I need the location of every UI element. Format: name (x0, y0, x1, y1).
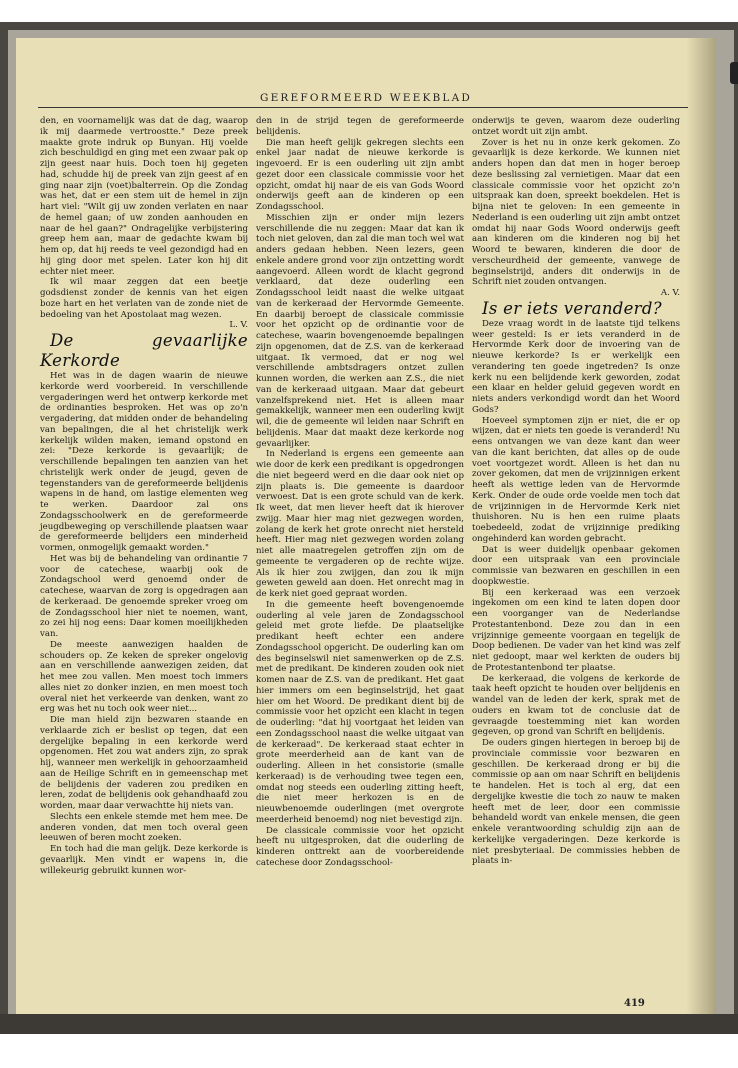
paragraph: De meeste aanwezigen haalden de schouders op. Ze keken de spreker ongelovig aan en verschillende aanwezigen zeiden, dat het mee zou vallen. Men moest toch immers alles niet zo donker inzien, en men moest toch overal niet het verkeerde van denken, want zo erg was het nu toch ook weer niet... (40, 639, 248, 715)
paragraph: Misschien zijn er onder mijn lezers verschillende die nu zeggen: Maar dat kan ik toch niet geloven, dan zal die man toch wel wat anders gedaan hebben. Neen lezers, geen enkele andere grond voor zijn ontzetting wordt aangevoerd. Alleen wordt de klacht gegrond verklaard, dat deze ouderling een Zondagsschool leidt naast die welke uitgaat van de kerkeraad der Hervormde Gemeente. En daarbij beroept de classicale commissie voor het opzicht op de ordinantie voor de catechese, waarin bovengenoemde bepalingen zijn opgenomen, dat de Z.S. van de kerkeraad uitgaat. Ik vermoed, dat er nog wel verschillende ambtsdragers ontzet zullen kunnen worden, die werken aan Z.S., die niet van de kerkeraad uitgaan. Maar dat gebeurt vanzelfsprekend niet. Het is alleen maar gemakkelijk, wanneer men een ouderling kwijt wil, die de gemeente wil leiden naar Schrift en belijdenis. Maar dat maakt deze kerkorde nog gevaarlijker. (256, 212, 464, 449)
article-heading: Is er iets veranderd? (482, 298, 662, 318)
column-1 (40, 116, 248, 876)
paragraph: Dat is weer duidelijk openbaar gekomen door een uitspraak van een provinciale commissie van bezwaren en geschillen in een doopkwestie. (472, 544, 680, 587)
paragraph: Slechts een enkele stemde met hem mee. De anderen vonden, dat men toch overal geen leeuwen of beren mocht zoeken. (40, 811, 248, 844)
article-heading: De gevaarlijke Kerkorde (40, 331, 248, 370)
paragraph: onderwijs te geven, waarom deze ouderling ontzet wordt uit zijn ambt. (472, 116, 680, 137)
paragraph: De ouders gingen hiertegen in beroep bij de provinciale commissie voor bezwaren en geschillen. De kerkeraad drong er bij die commissie op aan om naar Schrift en belijdenis te handelen. Het is toch al erg, dat een dergelijke kwestie die toch zo nauw te maken heeft met de leer, door een commissie behandeld wordt van enkele mensen, die geen enkele verantwoording schuldig zijn aan de kerkelijke vergaderingen. Deze kerkorde is niet presbyteriaal. De commissies hebben de plaats in- (472, 738, 680, 867)
paragraph: De kerkeraad, die volgens de kerkorde de taak heeft opzicht te houden over belijdenis en wandel van de leden der kerk, sprak met de ouders en kwam tot de conclusie dat de gevraagde toestemming niet kan worden gegeven, op grond van Schrift en belijdenis. (472, 673, 680, 738)
paragraph: den, en voornamelijk was dat de dag, waarop ik mij daarmede vertroostte." Deze preek maakte grote indruk op Bunyan. Hij voelde zich beschuldigd en ging met een zwaar pak op zijn geest naar huis. Doch toen hij gegeten had, schudde hij de preek van zijn geest af en ging naar zijn (voet)balterrein. Op die Zondag was het, dat er een stem uit de hemel in zijn hart viel: "Wilt gij uw zonden verlaten en naar de hemel gaan; of uw zonden aanhouden en naar de hel gaan?" Ondragelijke verbijstering greep hem aan, maar de gedachte kwam bij hem op, dat hij reeds te veel gezondigd had en hij ging door met spelen. Later kon hij dit echter niet meer. (40, 116, 248, 277)
paragraph: Zover is het nu in onze kerk gekomen. Zo gevaarlijk is deze kerkorde. We kunnen niet anders hopen dan dat men in hoger beroep deze beslissing zal vernietigen. Maar dat een classicale commissie voor het opzicht zo'n uitspraak kan doen, spreekt boekdelen. Het is bijna niet te geloven: In een gemeente in Nederland is een ouderling uit zijn ambt ontzet omdat hij naar Gods Woord onderwijs geeft aan kinderen om die kinderen nog bij het Woord te bewaren, kinderen die door de verscheurdheid der gemeente, vanwege de beginselstrijd, anders dit onderwijs in de Schrift niet zouden ontvangen. A. V. (472, 137, 680, 298)
column-3 (472, 116, 680, 867)
paragraph: den in de strijd tegen de gereformeerde belijdenis. (256, 116, 464, 137)
running-head: GEREFORMEERD WEEKBLAD (259, 92, 473, 104)
paragraph: Deze vraag wordt in de laatste tijd telkens weer gesteld: Is er iets veranderd in de Hervormde Kerk door de invoering van de nieuwe kerkorde? Is er werkelijk een verandering ten goede ingetreden? Is onze kerk nu een belijdende kerk geworden, zodat een klaar en helder geluid gegeven wordt en niets anders verkondigd wordt dan het Woord Gods? (472, 318, 680, 415)
binder-clip (730, 62, 738, 84)
paragraph: In Nederland is ergens een gemeente aan wie door de kerk een predikant is opgedrongen die niet begeerd werd en die daar ook niet op zijn plaats is. Die gemeente is daardoor verwoest. Dat is een grote schuld van de kerk. Ik weet, dat men liever heeft dat ik hierover zwijg. Maar hier mag niet gezwegen worden, zolang de kerk het grote onrecht niet hersteld heeft. Hier mag niet gezwegen worden zolang niet alle maatregelen getroffen zijn om de gemeente te vergaderen op de rechte wijze. Als ik hier zou zwijgen, dan zou ik mijn geweten geweld aan doen. Het onrecht mag in de kerk niet goed gepraat worden. (256, 449, 464, 599)
paragraph: Die man heeft gelijk gekregen slechts een enkel jaar nadat de nieuwe kerkorde is ingevoerd. Er is een ouderling uit zijn ambt gezet door een classicale commissie voor het opzicht, omdat hij naar de eis van Gods Woord onderwijs geeft aan de kinderen op een Zondagsschool. (256, 137, 464, 212)
page-number: 419 (624, 998, 645, 1009)
signature: A. V. (660, 288, 680, 298)
paragraph: In die gemeente heeft bovengenoemde ouderling al vele jaren de Zondagsschool geleid met grote liefde. De plaatselijke predikant heeft echter een andere Zondagsschool opgericht. De ouderling kan om des beginselswil niet samenwerken op de Z.S. met de predikant. De kinderen zouden ook niet komen naar de Z.S. van de predikant. Het gaat hier immers om een beginselstrijd, het gaat hier om het Woord. De predikant dient bij de commissie voor het opzicht een klacht in tegen de ouderling: "dat hij voortgaat het leiden van een Zondagsschool naast die welke uitgaat van de kerkeraad". De kerkeraad staat echter in grote meerderheid aan de kant van de ouderling. Alleen in het consistorie (smalle kerkeraad) is de verhouding twee tegen een, omdat nog steeds een ouderling zitting heeft, die niet meer herkozen is en de nieuwbenoemde ouderlingen (met overgrote meerderheid benoemd) nog niet bevestigd zijn. (256, 599, 464, 825)
paragraph: Die man hield zijn bezwaren staande en verklaarde zich er beslist op tegen, dat een dergelijke bepaling in een kerkorde werd opgenomen. Het zou wat anders zijn, zo sprak hij, wanneer men werkelijk in gehoorzaamheid aan de Heilige Schrift en in gemeenschap met de belijdenis der vaderen zou prediken en leren, zodat de belijdenis ook gehandhaafd zou worden, maar daar verwachtte hij niets van. (40, 715, 248, 811)
scan-bottom-edge (0, 1014, 738, 1034)
paragraph: De classicale commissie voor het opzicht heeft nu uitgesproken, dat die ouderling de kinderen onttrekt aan de voorbereidende catechese door Zondagsschool- (256, 825, 464, 868)
signature: L. V. (229, 320, 248, 331)
column-2 (256, 116, 464, 869)
paragraph: Bij een kerkeraad was een verzoek ingekomen om een kind te laten dopen door een voorganger van de Nederlandse Protestantenbond. Deze zou dan in een vrijzinnige gemeente voorgaan en tegelijk de Doop bedienen. De vader van het kind was zelf niet gedoopt, maar wel kerkten de ouders bij de Protestantenbond ter plaatse. (472, 587, 680, 673)
magazine-page (16, 38, 716, 1014)
header-rule (38, 107, 688, 108)
paragraph: En toch had die man gelijk. Deze kerkorde is gevaarlijk. Men vindt er wapens in, die willekeurig gebruikt kunnen wor- (40, 844, 248, 876)
paragraph: Het was bij de behandeling van ordinantie 7 voor de catechese, waarbij ook de Zondagschool werd genoemd onder de catechese, waarvan de zorg is opgedragen aan de kerkeraad. De genoemde spreker vroeg om de Zondagsschool hier niet te noemen, want, zo zei hij nog eens: Daar komen moeilijkheden van. (40, 553, 248, 639)
paragraph: Ik wil maar zeggen dat een beetje godsdienst zonder de kennis van het eigen boze hart en het verlaten van de zonde niet de bedoeling van het Apostolaat mag wezen. L. V. (40, 277, 248, 331)
paragraph: Het was in de dagen waarin de nieuwe kerkorde werd voorbereid. In verschillende vergaderingen werd het ontwerp kerkorde met de ordinanties besproken. Het was op zo'n vergadering, dat midden onder de behandeling van bepalingen, die al het christelijk werk kerkelijk wilden maken, iemand opstond en zei: "Deze kerkorde is gevaarlijk; de verschillende bepalingen ten aanzien van het christelijk werk onder de jeugd, geven de tegenstanders van de gereformeerde belijdenis wapens in de hand, om lastige elementen weg te werken. Daardoor zal ons Zondagsschoolwerk en de gereformeerde jeugdbeweging op verschillende plaatsen waar de gereformeerde belijders een minderheid vormen, onmogelijk gemaakt worden." (40, 371, 248, 553)
paragraph: Hoeveel symptomen zijn er niet, die er op wijzen, dat er niets ten goede is veranderd! Nu eens ontvangen we van deze kant dan weer van die kant berichten, dat alles op de oude voet voortgezet wordt. Alleen is het dan nu zover gekomen, dat men de vrijzinnigen erkent heeft als wettige leden van de Hervormde Kerk. Onder de oude orde voelde men toch dat de vrijzinnigen in de Hervormde Kerk niet thuishoren. Nu is hen een ruime plaats toebedeeld, zodat de vrijzinnige prediking ongehinderd kan worden gebracht. (472, 415, 680, 544)
